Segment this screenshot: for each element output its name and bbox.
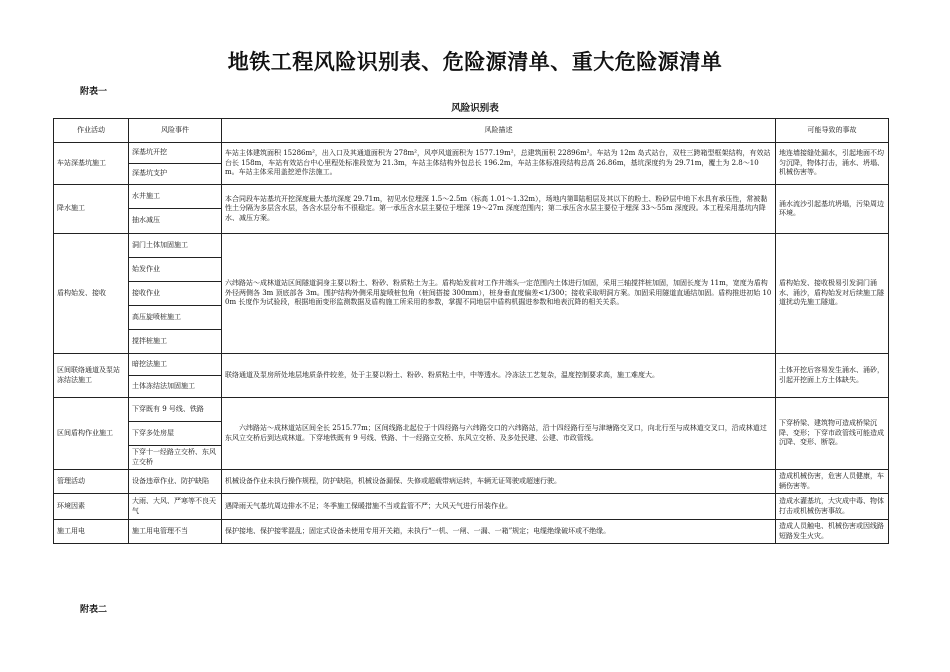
accident-cell: 造成水灌基坑，大灾成中毒、物体打击或机械伤害事故。: [776, 494, 889, 520]
risk-description-cell: 六纬路站～成林道站区间全长 2515.77m；区间线路北起位于十四经路与六纬路交口的六纬路站，沿十四经路行至与津塘路交叉口，向北行至与成林道交叉口，沿成林道过东风立交桥后到达成林道。下穿地铁既有 9 号线、铁路、十一经路立交桥、东风立交桥、及多处民建、公建、市政管线。: [222, 398, 776, 470]
table-header-row: [54, 119, 889, 143]
risk-event-cell: 施工用电管理不当: [129, 520, 222, 544]
risk-event-cell: 高压旋喷桩施工: [129, 306, 222, 330]
table-row: [54, 470, 889, 494]
accident-cell: 土体开挖后容易发生涌水、涌砂，引起开挖面上方土体缺失。: [776, 354, 889, 398]
activity-cell: 环境因素: [54, 494, 129, 520]
header-activity: 作业活动: [54, 119, 129, 143]
header-possible-accident: 可能导致的事故: [776, 119, 889, 143]
risk-event-cell: 始发作业: [129, 258, 222, 282]
activity-cell: 施工用电: [54, 520, 129, 544]
risk-description-cell: 机械设备作业未执行操作规程，防护缺陷，机械设备漏保、失修或超载带病运转，车辆无证驾驶或超速行驶。: [222, 470, 776, 494]
risk-identification-table: [53, 118, 889, 544]
risk-description-cell: 本合同段车站基坑开挖深度最大基坑深度 29.71m，初见水位埋深 1.5～2.5m（标高 1.01～1.32m），场地内第Ⅱ陆相层及其以下的粉土、粉砂层中地下水具有承压性，常被黏性土分隔为多层含水层，各含水层分布不很稳定。第一承压含水层主要位于埋深 19～27m 深度范围内；第二承压含水层主要位于埋深 33～55m 深度段。本工程采用基坑内降水、减压方案。: [222, 185, 776, 234]
table-row: [54, 520, 889, 544]
risk-event-cell: 深基坑支护: [129, 164, 222, 185]
accident-cell: 涌水流沙引起基坑坍塌，污染周边环境。: [776, 185, 889, 234]
risk-event-cell: 洞门土体加固施工: [129, 234, 222, 258]
risk-event-cell: 深基坑开挖: [129, 143, 222, 164]
risk-description-cell: 保护接地、保护接零混乱；固定式设备未使用专用开关箱，未执行“一机、一闸、一漏、一箱”规定；电缆绝缘破坏或不绝缘。: [222, 520, 776, 544]
header-risk-description: 风险描述: [222, 119, 776, 143]
risk-event-cell: 抽水减压: [129, 209, 222, 234]
risk-description-cell: 联络通道及泵房所处地层地质条件较差，处于主要以粉土、粉砂、粉质粘土中，中等透水。冷冻法工艺复杂，温度控制要求高，施工难度大。: [222, 354, 776, 398]
accident-cell: 地连墙接缝处漏水，引起地面不均匀沉降，物体打击，涌水、坍塌、机械伤害等。: [776, 143, 889, 185]
risk-event-cell: 设备违章作业、防护缺陷: [129, 470, 222, 494]
accident-cell: 造成人员触电、机械伤害或因线路短路发生火灾。: [776, 520, 889, 544]
table-row: [54, 185, 889, 209]
risk-event-cell: 土体冻结法加固施工: [129, 376, 222, 398]
risk-description-cell: 遇降雨天气基坑周边排水不足；冬季施工保暖措施不当或监管不严；大风天气进行吊装作业。: [222, 494, 776, 520]
table-row: [54, 398, 889, 422]
risk-event-cell: 搅拌桩施工: [129, 330, 222, 354]
risk-event-cell: 暗挖法施工: [129, 354, 222, 376]
activity-cell: 区间盾构作业施工: [54, 398, 129, 470]
risk-event-cell: 下穿十一经路立交桥、东风立交桥: [129, 446, 222, 470]
activity-cell: 车站深基坑施工: [54, 143, 129, 185]
activity-cell: 区间联络通道及泵站冻结法施工: [54, 354, 129, 398]
risk-description-cell: 六纬路站～成林道站区间隧道洞身主要以粉土、粉砂、粉质粘土为主。盾构始发前对工作井端头一定范围内土体进行加固，采用三轴搅拌桩加固，加固长度为 11m，宽度为盾构外径两侧各 3m 顶底部各 3m。围护结构外侧采用旋喷桩包角（桩间搭接 300mm），桩身垂直度偏差<1/300；接收采取明洞方案。加固采用隧道直通结加固。盾构推进初始 100m 长度作为试验段，根据地面变形监测数据及盾构施工所采用的参数，掌握不同地层中盾构机掘进参数和地表沉降的相关关系。: [222, 234, 776, 354]
activity-cell: 盾构始发、接收: [54, 234, 129, 354]
risk-event-cell: 下穿既有 9 号线、铁路: [129, 398, 222, 422]
table-title: 风险识别表: [451, 103, 499, 114]
risk-description-cell: 车站主体建筑面积 15286m²，出入口及其通道面积为 278m²，风亭风道面积为 1577.19m²，总建筑面积 22896m²。车站为 12m 岛式站台，双柱三跨箱型框架结构，有效站台长 158m，车站有效站台中心里程处标准段宽为 21.3m，车站主体结构外包总长 196.2m，车站主体标准段结构总高 26.86m，基坑深度约为 29.71m，覆土为 2.8～10m。车站主体采用盖挖逆作法施工。: [222, 143, 776, 185]
table-row: [54, 494, 889, 520]
risk-event-cell: 水井施工: [129, 185, 222, 209]
annex-one-label: 附表一: [80, 87, 108, 97]
risk-event-cell: 下穿多处房屋: [129, 422, 222, 446]
risk-event-cell: 大雨、大风、严寒等不良天气: [129, 494, 222, 520]
table-row: [54, 234, 889, 258]
activity-cell: 降水施工: [54, 185, 129, 234]
accident-cell: 造成机械伤害，危害人员健康，车辆伤害等。: [776, 470, 889, 494]
accident-cell: 盾构始发、接收极易引发洞门涌水、涌沙，盾构始发对后续施工隧道扰动先施工隧道。: [776, 234, 889, 354]
risk-event-cell: 接收作业: [129, 282, 222, 306]
activity-cell: 管理活动: [54, 470, 129, 494]
document-title: 地铁工程风险识别表、危险源清单、重大危险源清单: [227, 50, 723, 74]
table-row: [54, 354, 889, 376]
accident-cell: 下穿桥梁、建筑物可造成桥梁沉降、变形；下穿市政管线可能造成沉降、变形、断裂。: [776, 398, 889, 470]
header-risk-event: 风险事件: [129, 119, 222, 143]
annex-two-label: 附表二: [80, 605, 108, 615]
table-row: [54, 143, 889, 164]
